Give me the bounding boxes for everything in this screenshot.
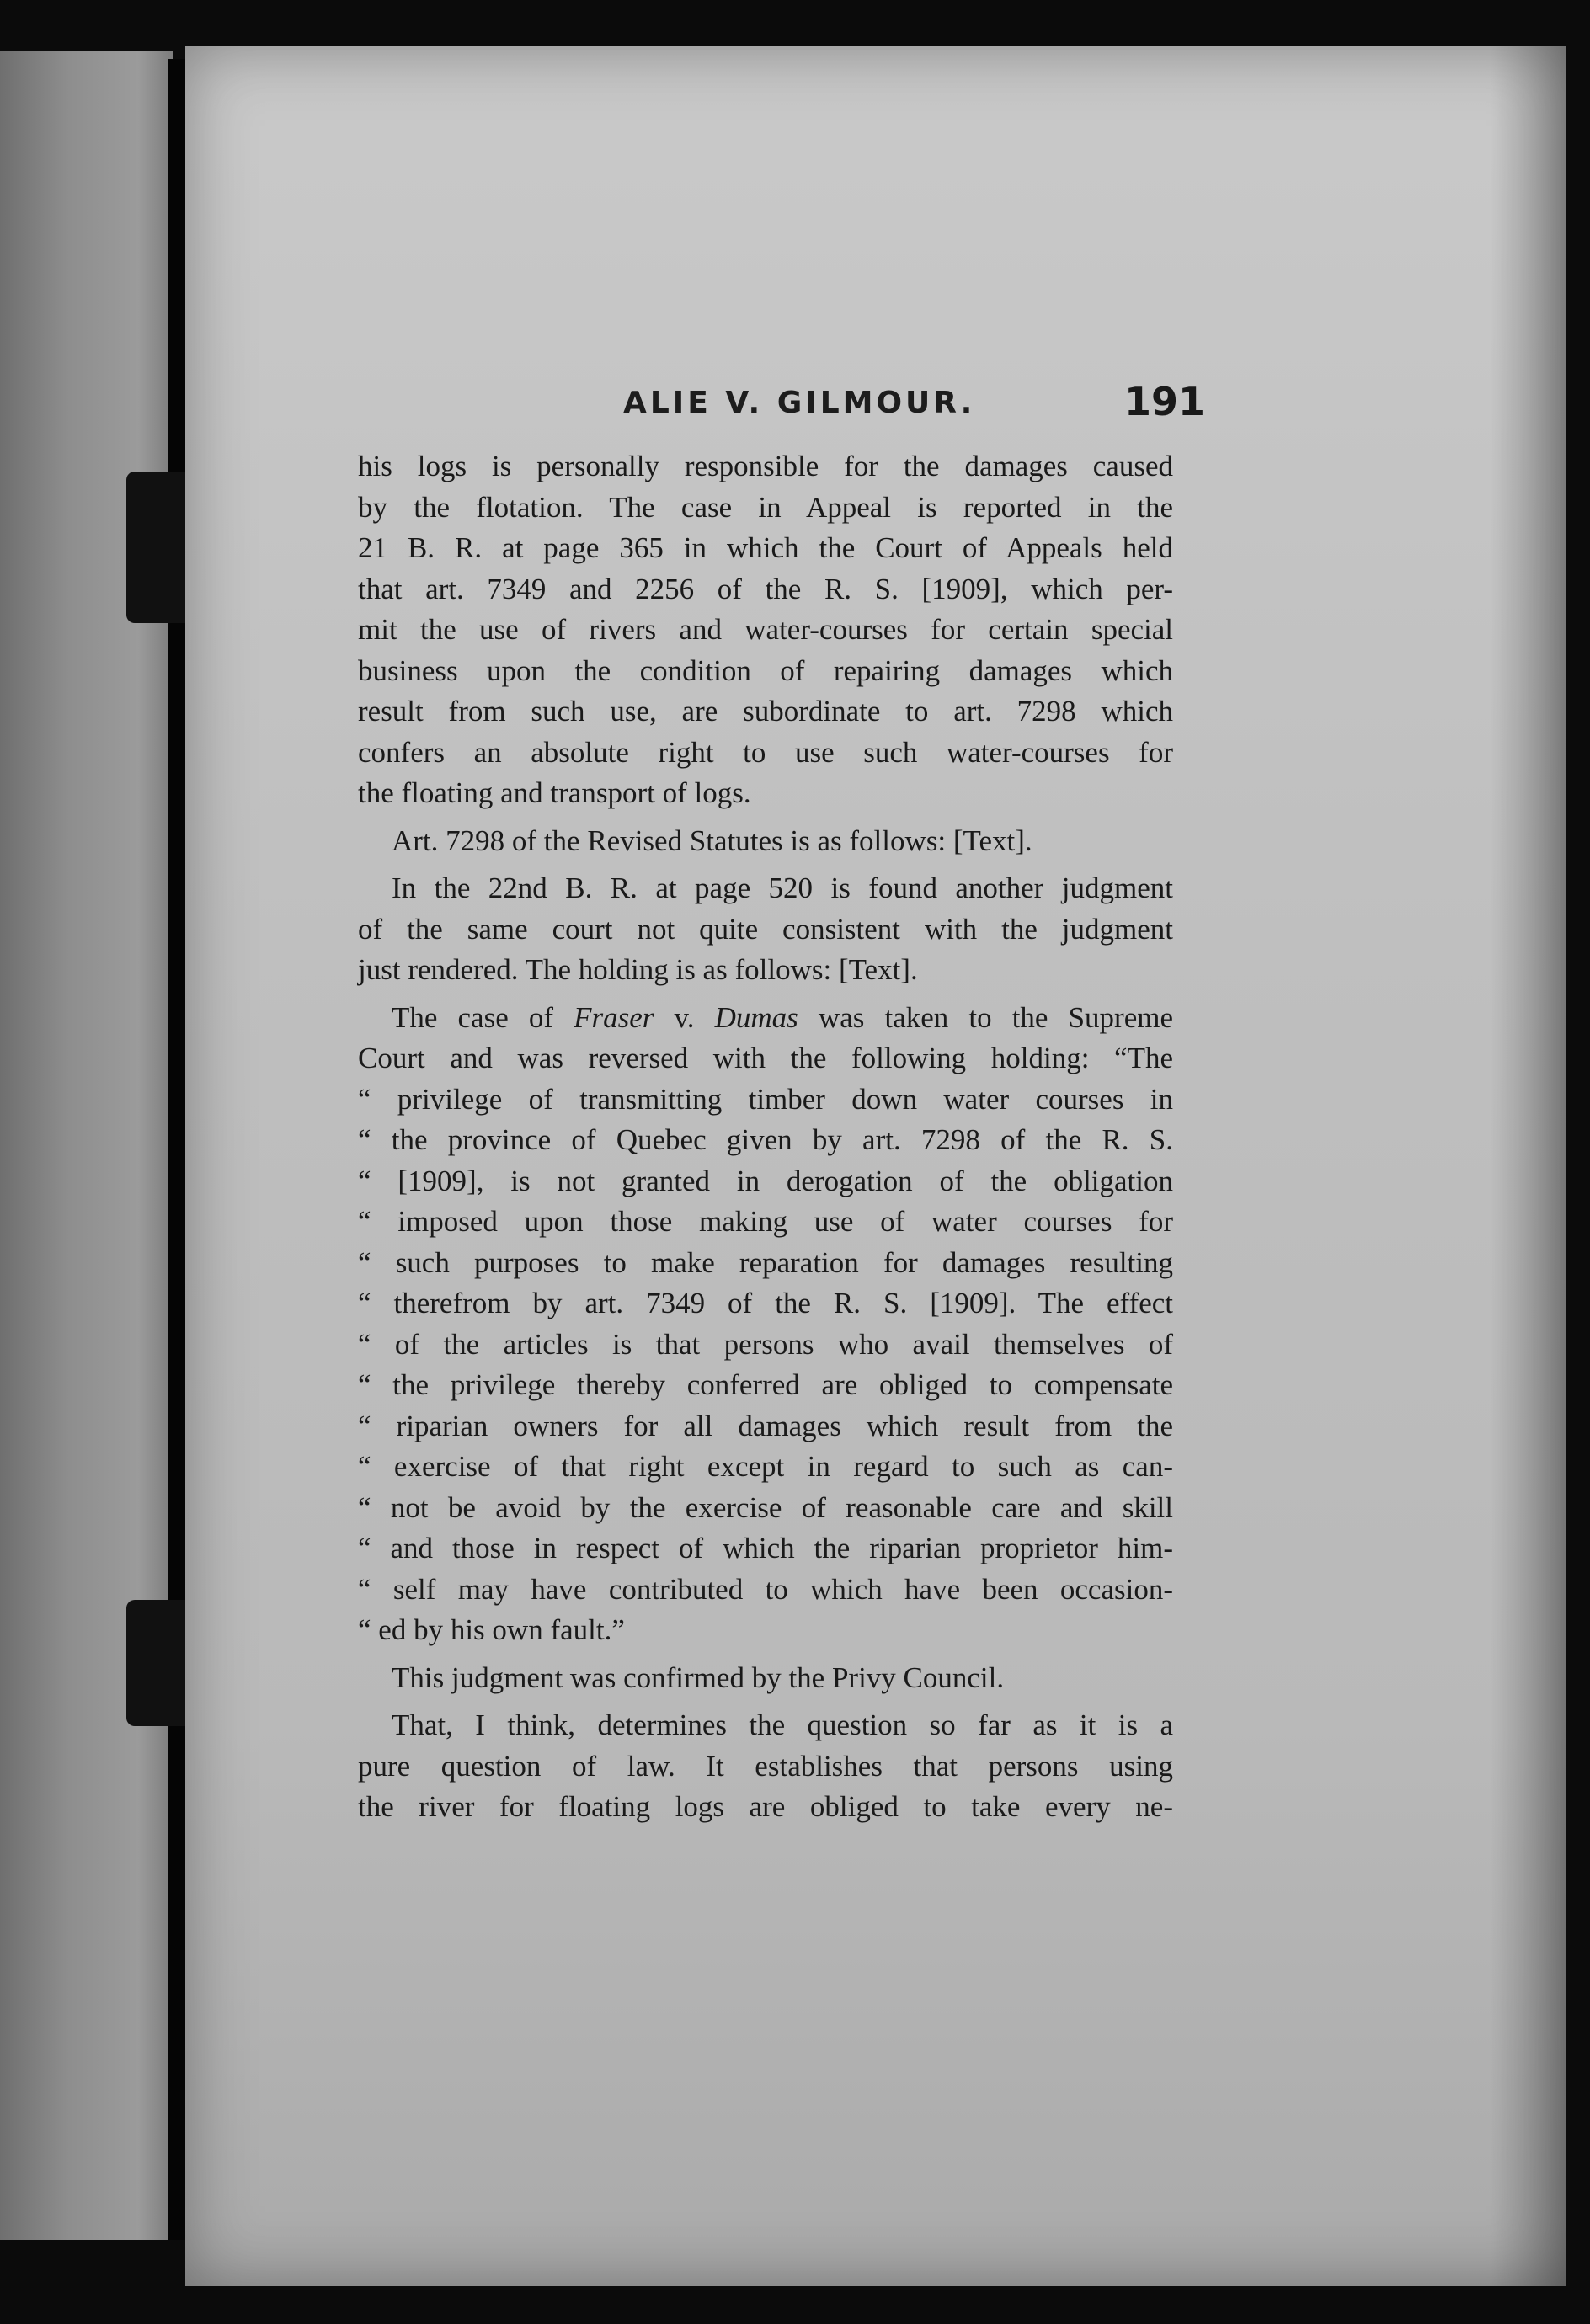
text-line: mit the use of rivers and water-courses for certain special bbox=[358, 613, 1173, 646]
page-number: 191 bbox=[1124, 379, 1206, 424]
text-line: “ privilege of transmitting timber down water courses in bbox=[358, 1082, 1173, 1116]
text-line: pure question of law. It establishes that persons using bbox=[358, 1749, 1173, 1783]
text-line: “ ed by his own fault.” bbox=[358, 1613, 625, 1646]
text-line: 21 B. R. at page 365 in which the Court of Appeals held bbox=[358, 531, 1173, 564]
text-line: Court and was reversed with the following holding: “The bbox=[358, 1042, 1173, 1074]
text-line: that art. 7349 and 2256 of the R. S. [1909], which per- bbox=[358, 572, 1173, 605]
text-line: “ the privilege thereby conferred are obliged to compensate bbox=[358, 1368, 1173, 1401]
text-line: confers an absolute right to use such water-courses for bbox=[358, 735, 1173, 769]
text-line: “ exercise of that right except in regard to such as can- bbox=[358, 1450, 1173, 1483]
text-line: “ self may have contributed to which have been occasion- bbox=[358, 1572, 1173, 1606]
text-line: “ riparian owners for all damages which result from the bbox=[358, 1409, 1173, 1442]
text-line: his logs is personally responsible for the damages caused bbox=[358, 450, 1173, 482]
text-line: “ and those in respect of which the riparian proprietor him- bbox=[358, 1532, 1173, 1564]
text-line: the river for floating logs are obliged to take every ne- bbox=[358, 1790, 1173, 1823]
text-line: just rendered. The holding is as follows: [Text]. bbox=[358, 953, 918, 986]
binding-tab bbox=[126, 472, 194, 623]
text-line: “ [1909], is not granted in derogation of the obligation bbox=[358, 1164, 1173, 1197]
text-line: the floating and transport of logs. bbox=[358, 776, 751, 809]
text-line: of the same court not quite consistent with the judgment bbox=[358, 912, 1173, 946]
text-line: “ such purposes to make reparation for damages resulting bbox=[358, 1245, 1173, 1279]
text-line: “ imposed upon those making use of water courses for bbox=[358, 1205, 1173, 1238]
text-line: This judgment was confirmed by the Privy Council. bbox=[392, 1660, 1005, 1694]
text-line: result from such use, are subordinate to art. 7298 which bbox=[358, 695, 1173, 728]
text-line: “ the province of Quebec given by art. 7298 of the R. S. bbox=[358, 1123, 1173, 1156]
text-line: In the 22nd B. R. at page 520 is found another judgment bbox=[392, 872, 1173, 904]
text-line: That, I think, determines the question so far as it is a bbox=[392, 1708, 1173, 1741]
body-text bbox=[358, 446, 1173, 1828]
text-line: “ not be avoid by the exercise of reasonable care and skill bbox=[358, 1490, 1173, 1524]
text-line: business upon the condition of repairing damages which bbox=[358, 653, 1173, 687]
text-line: The case of Fraser v. Dumas was taken to the Supreme bbox=[392, 1000, 1173, 1034]
facing-page-edge bbox=[0, 51, 173, 2240]
text-line: “ of the articles is that persons who avail themselves of bbox=[358, 1327, 1173, 1361]
binding-tab bbox=[126, 1600, 194, 1726]
text-line: “ therefrom by art. 7349 of the R. S. [1909]. The effect bbox=[358, 1287, 1173, 1319]
text-line: by the flotation. The case in Appeal is reported in the bbox=[358, 490, 1173, 524]
text-line: Art. 7298 of the Revised Statutes is as follows: [Text]. bbox=[392, 824, 1032, 857]
running-title: ALIE V. GILMOUR. bbox=[623, 386, 976, 420]
